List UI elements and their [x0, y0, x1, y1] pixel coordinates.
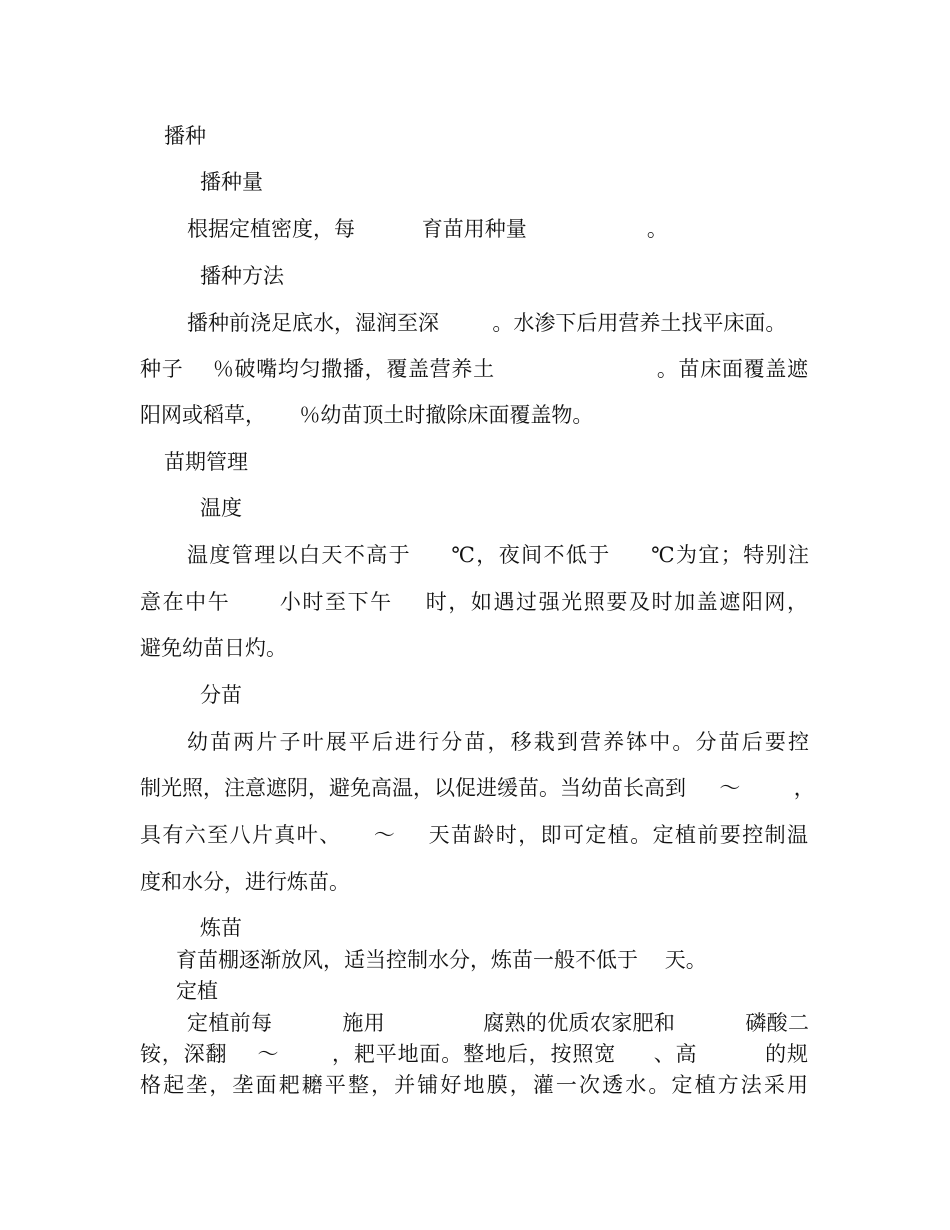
paragraph-sowing-method-line: 种子 ％破嘴均匀撒播，覆盖营养土 。苗床面覆盖遮: [140, 357, 808, 381]
subheading-sowing-method: 播种方法: [200, 264, 284, 288]
paragraph-sowing-method-line: 阳网或稻草， ％幼苗顶土时撤除床面覆盖物。: [140, 403, 594, 427]
paragraph-temperature-line: 避免幼苗日灼。: [140, 636, 287, 660]
paragraph-temperature-line: 温度管理以白天不高于 ℃，夜间不低于 ℃为宜；特别注: [187, 543, 809, 567]
paragraph-planting-line: 定植前每 施用 腐熟的优质农家肥和 磷酸二: [187, 1011, 809, 1035]
section-heading-seedling-management: 苗期管理: [164, 450, 248, 474]
paragraph-planting-line: 铵，深翻 ～ ，耙平地面。整地后，按照宽 、高 的规: [140, 1042, 808, 1066]
subheading-temperature: 温度: [200, 496, 242, 520]
paragraph-sowing-amount: 根据定植密度，每 育苗用种量 。: [187, 217, 668, 241]
paragraph-sowing-method-line: 播种前浇足底水，湿润至深 。水渗下后用营养土找平床面。: [187, 311, 787, 335]
paragraph-divide-line: 具有六至八片真叶、 ～ 天苗龄时，即可定植。定植前要控制温: [140, 823, 808, 847]
paragraph-divide-line: 度和水分，进行炼苗。: [140, 870, 350, 894]
paragraph-temperature-line: 意在中午 小时至下午 时，如遇过强光照要及时加盖遮阳网，: [140, 590, 808, 614]
subheading-hardening: 炼苗: [200, 916, 242, 940]
paragraph-hardening: 育苗棚逐渐放风，适当控制水分，炼苗一般不低于 天。: [176, 948, 707, 972]
section-heading-planting: 定植: [176, 979, 218, 1003]
subheading-divide-seedlings: 分苗: [200, 683, 242, 707]
paragraph-divide-line: 幼苗两片子叶展平后进行分苗，移栽到营养钵中。分苗后要控: [187, 730, 809, 754]
paragraph-divide-line: 制光照，注意遮阴，避免高温，以促进缓苗。当幼苗长高到 ～ ，: [140, 776, 815, 800]
section-heading-sowing: 播种: [164, 124, 206, 148]
subheading-sowing-amount: 播种量: [200, 170, 263, 194]
paragraph-planting-line: 格起垄，垄面耙耱平整，并铺好地膜，灌一次透水。定植方法采用: [140, 1073, 808, 1097]
